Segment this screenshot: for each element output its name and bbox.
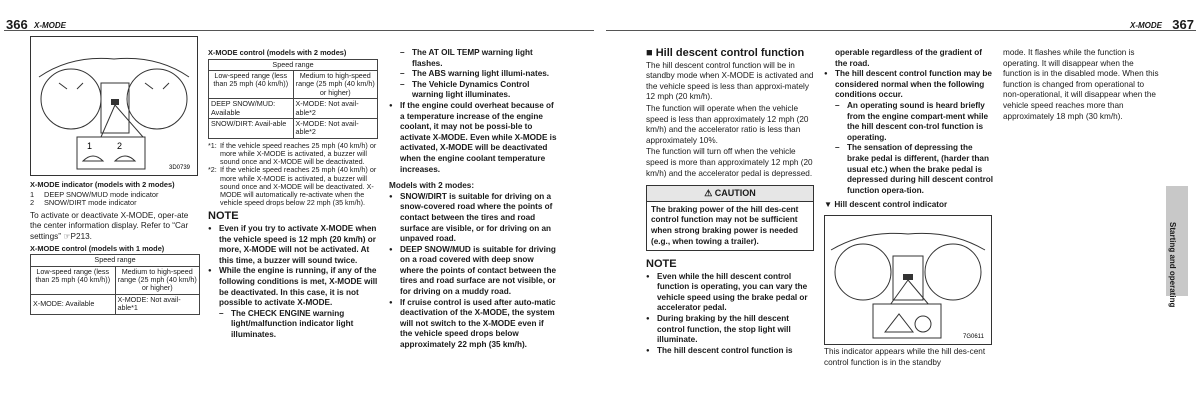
activate-text: To activate or deactivate X-MODE, oper-ate the center information display. Refer to “Car settings” ☞P213. — [30, 210, 189, 241]
models2-list — [389, 192, 557, 351]
note-dash-item: – The ABS warning light illumi-nates. — [400, 69, 557, 80]
table-models-2-modes — [208, 59, 378, 139]
note-dash-list-continued — [400, 48, 557, 101]
table-column: Low-speed range (less than 25 mph (40 km/h)) — [31, 266, 116, 294]
table-cell: SNOW/DIRT: Avail-able — [209, 119, 294, 139]
models2-item: ● If cruise control is used after auto-matic deactivation of the X-MODE, the system will not switch to the X-MODE even if the vehicle speed drops below approximately 22 mph (35 km/h). — [389, 298, 557, 351]
triangle-marker-icon: ▼ — [824, 200, 835, 210]
indicator-text: This indicator appears while the hill des-cent control function is in the standby — [824, 346, 986, 367]
right-page-header — [606, 2, 1196, 31]
indicator-legend — [30, 191, 200, 208]
left-page-title: X-MODE — [34, 21, 66, 30]
note-dash-list — [219, 309, 380, 341]
note-continuation: operable regardless of the gradient of the road. — [835, 48, 982, 68]
left-column-2 — [208, 48, 380, 341]
table-cell: X-MODE: Not avail-able*2 — [293, 119, 378, 139]
note-item: ● Even while the hill descent control function is operating, you can vary the vehicle speed using the brake pedal or accelerator pedal. — [646, 272, 814, 314]
section-title: Hill descent control function — [655, 47, 805, 59]
note-dash-item: – The AT OIL TEMP warning light flashes. — [400, 48, 557, 69]
table-header: Speed range — [209, 59, 378, 70]
table1-caption: X-MODE control (models with 1 mode) — [30, 243, 165, 253]
indicator-title-row — [824, 200, 994, 211]
legend-label: DEEP SNOW/MUD mode indicator — [44, 189, 159, 199]
caution-box — [646, 185, 814, 251]
indicator-continuation: mode. It flashes while the function is operating. It will disappear when the function is in the disabled mode. When this function is changed from operational to non-operational, it will disappear when the vehicle speed reaches more than approximately 18 mph (30 km/h). — [1003, 48, 1159, 121]
normal-conditions-item: ● The hill descent control function may be considered normal when the following conditions occur. — [824, 69, 994, 101]
dashboard-illustration — [31, 37, 197, 175]
caution-title: CAUTION — [714, 188, 756, 199]
footnote-1: *1: If the vehicle speed reaches 25 mph (40 km/h) or more while X-MODE is activated, a buzzer will sound once and X-MODE will be deactivated. — [208, 140, 377, 167]
figure2-code: 7G0611 — [963, 333, 984, 340]
figure-code: 3D0739 — [169, 165, 191, 171]
normal-conditions-list — [824, 69, 994, 101]
table2-caption: X-MODE control (models with 2 modes) — [208, 48, 347, 57]
conditions-dash-list — [835, 101, 994, 196]
legend-num: 1 — [30, 189, 35, 199]
table-header: Speed range — [31, 255, 200, 266]
models2-item: ● DEEP SNOW/MUD is suitable for driving on a road covered with deep snow where the points of contact between the tires and road surface are not visible, or for driving on a muddy road. — [389, 245, 557, 298]
caution-header — [647, 186, 813, 202]
note-item: ● During braking by the hill descent control function, the stop light will illuminate. — [646, 314, 814, 346]
figure-number-2: 2 — [117, 141, 123, 151]
xmode-indicator-figure — [30, 36, 198, 176]
hill-descent-illustration — [825, 216, 991, 344]
right-page-number: 367 — [1172, 17, 1194, 32]
section-title-row — [646, 48, 814, 59]
table-models-1-mode — [30, 254, 200, 314]
right-page-title: X-MODE — [1130, 21, 1162, 30]
overheat-item: ● If the engine could overheat because of a temperature increase of the engine coolant, it may not be possi-ble to activate X-MODE. Even while X-MODE is activated, X-MODE will be deactivated when the engine coolant temperature increases. — [389, 101, 557, 175]
models2-title: Models with 2 modes: — [389, 181, 475, 191]
legend-num: 2 — [30, 198, 35, 208]
section-marker-icon: ■ — [646, 47, 656, 59]
note-item: ● The hill descent control function is — [646, 346, 814, 357]
footnote-2: *2: If the vehicle speed reaches 25 mph (40 km/h) or more while X-MODE is activated, a buzzer will sound once and X-MODE will be deactivated. X-MODE will automatically re-activate when the vehicle speed drops below 22 mph (35 km/h). — [208, 165, 377, 208]
right-note-list — [646, 272, 814, 357]
table-column: Medium to high-speed range (25 mph (40 km/h) or higher) — [115, 266, 200, 294]
note-dash-item: – The Vehicle Dynamics Control warning light illuminates. — [400, 80, 557, 101]
right-column-2 — [824, 48, 994, 368]
paragraph: The function will operate when the vehicle speed is less than approximately 12 mph (20 km/h) and the accelerator ratio is less than approximately 10%. — [646, 103, 809, 145]
hill-descent-figure — [824, 215, 992, 345]
indicator-title: Hill descent control indicator — [834, 200, 948, 210]
left-column-1 — [30, 36, 200, 315]
condition-item: – An operating sound is heard briefly from the engine compart-ment while the hill descent con-trol function is operating. — [835, 101, 994, 143]
warning-triangle-icon: ⚠ — [704, 188, 715, 199]
caution-text: The braking power of the hill des-cent control function may not be sufficient when strong braking power is needed (e.g., when towing a trailer). — [651, 204, 799, 246]
overheat-list — [389, 101, 557, 175]
left-page-header — [4, 2, 594, 31]
left-page-number: 366 — [6, 17, 28, 32]
table-cell: DEEP SNOW/MUD: Available — [209, 99, 294, 119]
note-title: NOTE — [208, 210, 239, 223]
condition-item: – The sensation of depressing the brake pedal is different, (harder than usual etc.) when the brake pedal is depressed during hill descent control function opera-tion. — [835, 143, 994, 196]
indicator-caption: X-MODE indicator (models with 2 modes) — [30, 180, 175, 189]
figure-number-1: 1 — [87, 141, 93, 151]
note-dash-item: – The CHECK ENGINE warning light/malfunction indicator light illuminates. — [219, 309, 380, 341]
paragraph: The function will turn off when the vehicle speed is more than approximately 12 mph (20 km/h) and the accelerator pedal is depressed. — [646, 147, 813, 178]
footnotes — [208, 142, 380, 208]
left-column-3 — [389, 48, 557, 351]
right-column-3 — [1003, 48, 1161, 122]
paragraph: The hill descent control function will be in standby mode when X-MODE is activated and the vehicle speed is less than approxi-mately 12 mph (20 km/h). — [646, 60, 814, 102]
right-column-1 — [646, 48, 814, 356]
table-column: Medium to high-speed range (25 mph (40 km/h) or higher) — [293, 71, 378, 99]
side-tab-label: Starting and operating — [1168, 222, 1177, 308]
note-list — [208, 224, 380, 309]
table-cell: X-MODE: Available — [31, 294, 116, 314]
models2-item: ● SNOW/DIRT is suitable for driving on a snow-covered road where the points of contact between the tires and road surface are visible, or for driving on an unpaved road. — [389, 192, 557, 245]
right-note-title: NOTE — [646, 258, 677, 271]
table-cell: X-MODE: Not avail-able*2 — [293, 99, 378, 119]
note-item: ● Even if you try to activate X-MODE when the vehicle speed is 12 mph (20 km/h) or more, X-MODE will not be activated. At this time, a buzzer will sound twice. — [208, 224, 380, 266]
legend-label: SNOW/DIRT mode indicator — [44, 198, 137, 208]
note-item: ● While the engine is running, if any of the following conditions is met, X-MODE will be deactivated. In this case, it is not possible to activate X-MODE. — [208, 266, 380, 308]
table-cell: X-MODE: Not avail-able*1 — [115, 294, 200, 314]
table-column: Low-speed range (less than 25 mph (40 km/h)) — [209, 71, 294, 99]
